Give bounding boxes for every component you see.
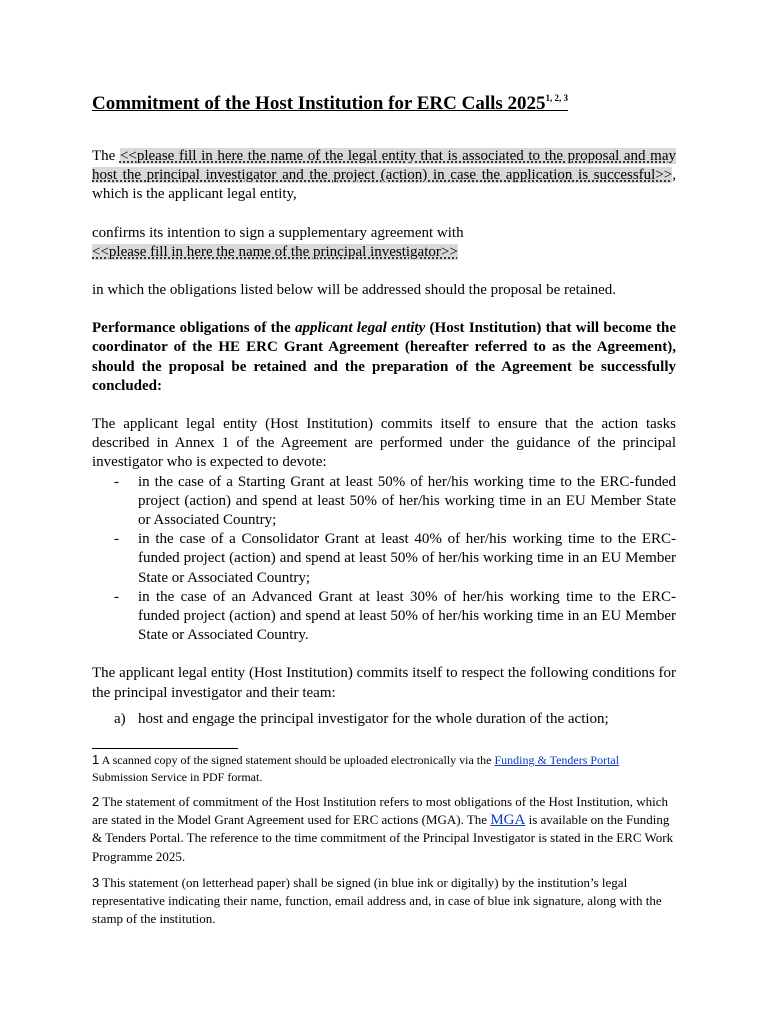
- footnote-separator: [92, 748, 238, 749]
- intro-suffix: , which is the applicant legal entity,: [92, 167, 676, 203]
- title-footnote-refs[interactable]: 1, 2, 3: [545, 93, 569, 103]
- pi-placeholder-line: [92, 243, 676, 262]
- footnote-1: [92, 752, 676, 785]
- legal-entity-placeholder[interactable]: <<please fill in here the name of the legal entity that is associated to the proposal and may host the principal investigator and the project (action) in case the application is successful>>: [92, 148, 676, 184]
- condition-text: host and engage the principal investigator for the whole duration of the action;: [138, 710, 609, 727]
- dash-marker: -: [114, 531, 119, 548]
- list-item: [92, 473, 676, 531]
- footnote-text: The statement of commitment of the Host Institution refers to most obligations of the Host Institution, which are stated in the Model Grant Agreement used for ERC actions (MGA). The: [92, 794, 669, 828]
- list-item: [92, 530, 676, 588]
- footnote-text: is available on the Funding & Tenders Portal. The reference to the time commitment of the Principal Investigator is stated in the ERC Work Programme 2025.: [92, 812, 674, 864]
- footnote-text: A scanned copy of the signed statement should be uploaded electronically via the: [99, 753, 495, 767]
- obligations-intro: in which the obligations listed below will be addressed should the proposal be retained.: [92, 282, 617, 299]
- intro-paragraph: [92, 147, 676, 205]
- bullet-text: in the case of a Starting Grant at least 50% of her/his working time to the ERC-funded project (action) and spend at least 50% of her/his working time in an EU Member State or Associated Country;: [138, 473, 676, 529]
- principal-investigator-placeholder[interactable]: <<please fill in here the name of the principal investigator>>: [92, 243, 458, 260]
- footnote-2: [92, 793, 676, 866]
- confirms-paragraph: confirms its intention to sign a supplementary agreement with: [92, 224, 464, 241]
- bullet-text: in the case of an Advanced Grant at least 30% of her/his working time to the ERC-funded project (action) and spend at least 50% of her/his working time in an EU Member State or Associated Country.: [138, 588, 676, 644]
- bullet-text: in the case of a Consolidator Grant at least 40% of her/his working time to the ERC-funded project (action) and spend at least 50% of her/his working time in an EU Member State or Associated Country;: [138, 531, 676, 586]
- footnote-number: 3: [92, 874, 100, 890]
- footnote-text: This statement (on letterhead paper) shall be signed (in blue ink or digitally) by the institution’s legal representative indicating their name, function, email address and, in case of blue ink signature, along with the stamp of the institution.: [92, 874, 662, 927]
- heading-part1: Performance obligations of the: [92, 320, 295, 337]
- list-item: [92, 588, 676, 646]
- heading-part2: (Host Institution) that will become the coordinator of the HE ERC Grant Agreement (hereafter referred to as the Agreement), should the proposal be retained and the preparation of the Agreement be successfully concluded:: [92, 320, 676, 394]
- dash-marker: -: [114, 588, 119, 605]
- footnote-number: 2: [92, 794, 100, 809]
- funding-tenders-portal-link[interactable]: Funding & Tenders Portal: [494, 753, 620, 767]
- time-commitment-list: [92, 473, 676, 646]
- title-text: Commitment of the Host Institution for ERC Calls 2025: [92, 93, 546, 114]
- footnote-3: [92, 874, 676, 929]
- conditions-intro-paragraph: The applicant legal entity (Host Institution) commits itself to respect the following conditions for the principal investigator and their team:: [92, 665, 676, 701]
- footnote-number: 1: [92, 752, 100, 767]
- footnotes: [92, 752, 676, 936]
- heading-italic: applicant legal entity: [294, 320, 426, 337]
- intro-prefix: The: [92, 148, 120, 164]
- footnote-text: Submission Service in PDF format.: [92, 769, 263, 784]
- list-item: [92, 710, 676, 729]
- document-title: [92, 86, 676, 116]
- commit-intro-paragraph: The applicant legal entity (Host Institution) commits itself to ensure that the action tasks described in Annex 1 of the Agreement are performed under the guidance of the principal investigator who is expected to devote:: [92, 416, 676, 471]
- document-body: [92, 86, 676, 729]
- obligations-heading: [92, 319, 676, 396]
- condition-marker: a): [114, 710, 126, 727]
- dash-marker: -: [114, 473, 119, 490]
- mga-link[interactable]: MGA: [490, 812, 526, 829]
